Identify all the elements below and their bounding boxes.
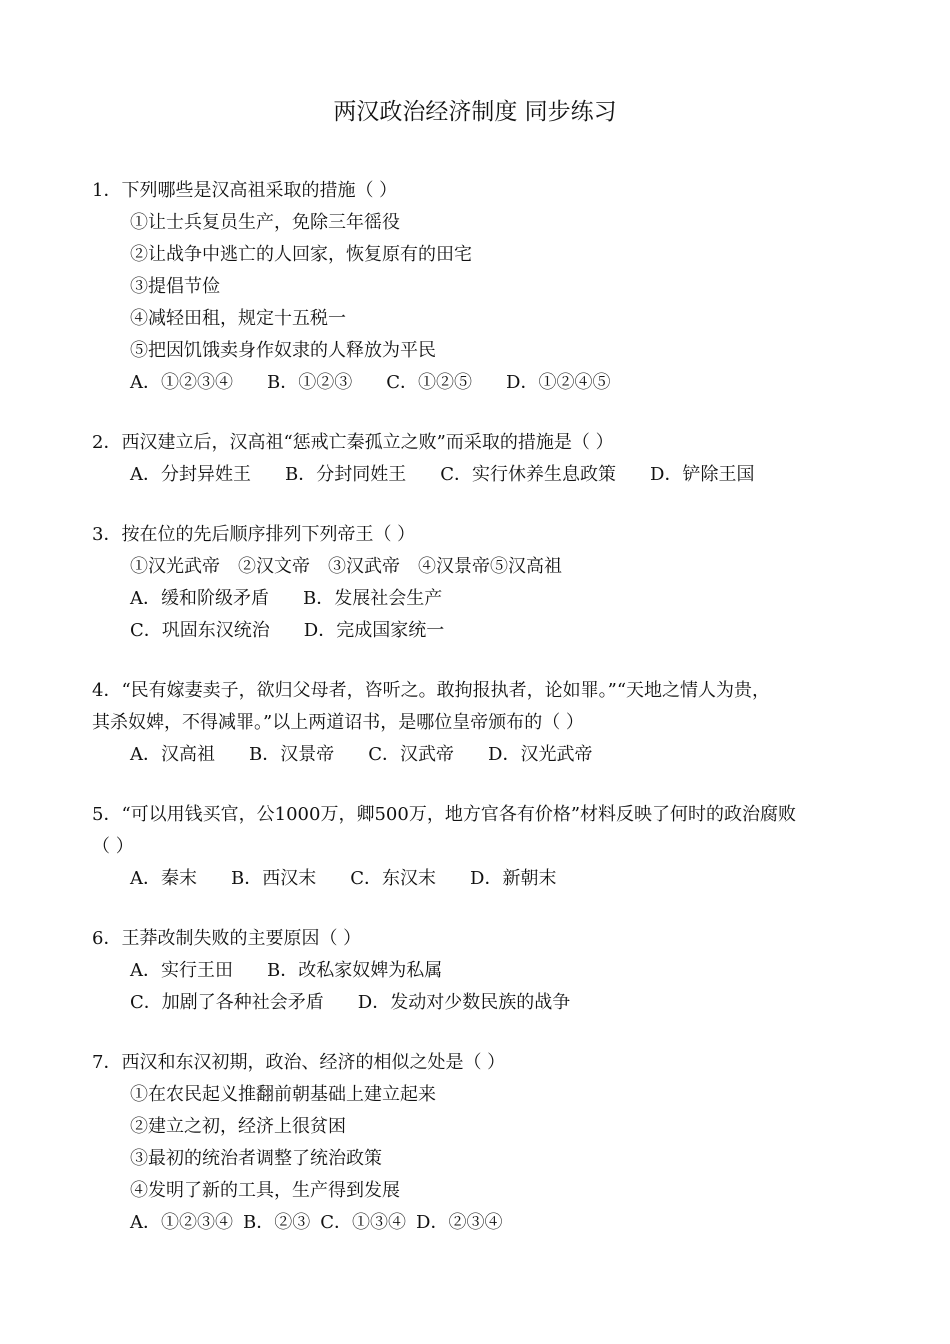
question-2-option-c: C．实行休养生息政策 [440, 464, 617, 485]
question-3-option-b: B．发展社会生产 [303, 588, 443, 609]
question-4-option-b: B．汉景帝 [249, 744, 335, 765]
question-6-stem: 6．王莽改制失败的主要原因（ ） [92, 928, 362, 949]
question-6-option-d: D．发动对少数民族的战争 [357, 992, 571, 1013]
question-7-item-1: ①在农民起义推翻前朝基础上建立起来 [130, 1084, 436, 1105]
question-1-item-2: ②让战争中逃亡的人回家，恢复原有的田宅 [130, 244, 472, 265]
question-4-stem-line-2: 其杀奴婢，不得减罪。”以上两道诏书，是哪位皇帝颁布的（ ） [92, 712, 584, 733]
question-7-option-b: B．②③ [243, 1212, 311, 1233]
question-1-options [130, 367, 610, 399]
question-5-stem-line-1: 5．“可以用钱买官，公1000万，卿500万，地方官各有价格”材料反映了何时的政治腐败 [92, 804, 797, 825]
question-7-option-c: C．①③④ [320, 1212, 407, 1233]
question-1-option-b: B．①②③ [267, 372, 353, 393]
question-7-item-2: ②建立之初，经济上很贫困 [130, 1116, 346, 1137]
question-1-stem: 1．下列哪些是汉高祖采取的措施（ ） [92, 180, 398, 201]
question-3-option-a: A．缓和阶级矛盾 [130, 588, 269, 609]
question-1-option-a: A．①②③④ [130, 372, 233, 393]
question-2-option-a: A．分封异姓王 [130, 464, 251, 485]
question-3-options-row-1 [130, 583, 442, 615]
question-5-option-b: B．西汉末 [231, 868, 317, 889]
question-7-item-4: ④发明了新的工具，生产得到发展 [130, 1180, 400, 1201]
question-1-item-1: ①让士兵复员生产，免除三年徭役 [130, 212, 400, 233]
question-2-stem: 2．西汉建立后，汉高祖“惩戒亡秦孤立之败”而采取的措施是（ ） [92, 432, 614, 453]
question-3-option-c: C．巩固东汉统治 [130, 620, 270, 641]
question-7-option-d: D．②③④ [416, 1212, 503, 1233]
question-1-item-3: ③提倡节俭 [130, 276, 220, 297]
question-5-option-d: D．新朝末 [470, 868, 557, 889]
question-3-options-row-2 [130, 615, 444, 647]
question-7-option-a: A．①②③④ [130, 1212, 233, 1233]
question-6-options-row-1 [130, 955, 442, 987]
question-5-stem-line-2: （ ） [92, 836, 134, 857]
question-4-option-d: D．汉光武帝 [488, 744, 593, 765]
question-7-stem: 7．西汉和东汉初期，政治、经济的相似之处是（ ） [92, 1052, 506, 1073]
question-2-option-d: D．铲除王国 [650, 464, 755, 485]
question-5-options [130, 863, 556, 895]
question-6-option-c: C．加剧了各种社会矛盾 [130, 992, 324, 1013]
question-1-option-c: C．①②⑤ [386, 372, 473, 393]
question-1-option-d: D．①②④⑤ [506, 372, 611, 393]
question-5-option-c: C．东汉末 [350, 868, 437, 889]
page-title: 两汉政治经济制度 同步练习 [333, 99, 617, 125]
question-7-options [130, 1207, 512, 1239]
question-4-option-a: A．汉高祖 [130, 744, 215, 765]
question-4-stem-line-1: 4．“民有嫁妻卖子，欲归父母者，咨听之。敢拘报执者，论如罪。”“天地之情人为贵， [92, 680, 771, 701]
question-4-options [130, 739, 592, 771]
question-7-item-3: ③最初的统治者调整了统治政策 [130, 1148, 382, 1169]
question-4-option-c: C．汉武帝 [368, 744, 455, 765]
question-3-option-d: D．完成国家统一 [303, 620, 445, 641]
question-6-option-a: A．实行王田 [130, 960, 233, 981]
question-2-option-b: B．分封同姓王 [285, 464, 407, 485]
question-5-option-a: A．秦末 [130, 868, 197, 889]
question-2-options [130, 459, 754, 491]
question-1-item-4: ④减轻田租，规定十五税一 [130, 308, 346, 329]
question-3-item-1: ①汉光武帝 ②汉文帝 ③汉武帝 ④汉景帝⑤汉高祖 [130, 556, 562, 577]
question-1-item-5: ⑤把因饥饿卖身作奴隶的人释放为平民 [130, 340, 436, 361]
question-6-options-row-2 [130, 987, 570, 1019]
question-6-option-b: B．改私家奴婢为私属 [267, 960, 443, 981]
question-3-stem: 3．按在位的先后顺序排列下列帝王（ ） [92, 524, 416, 545]
